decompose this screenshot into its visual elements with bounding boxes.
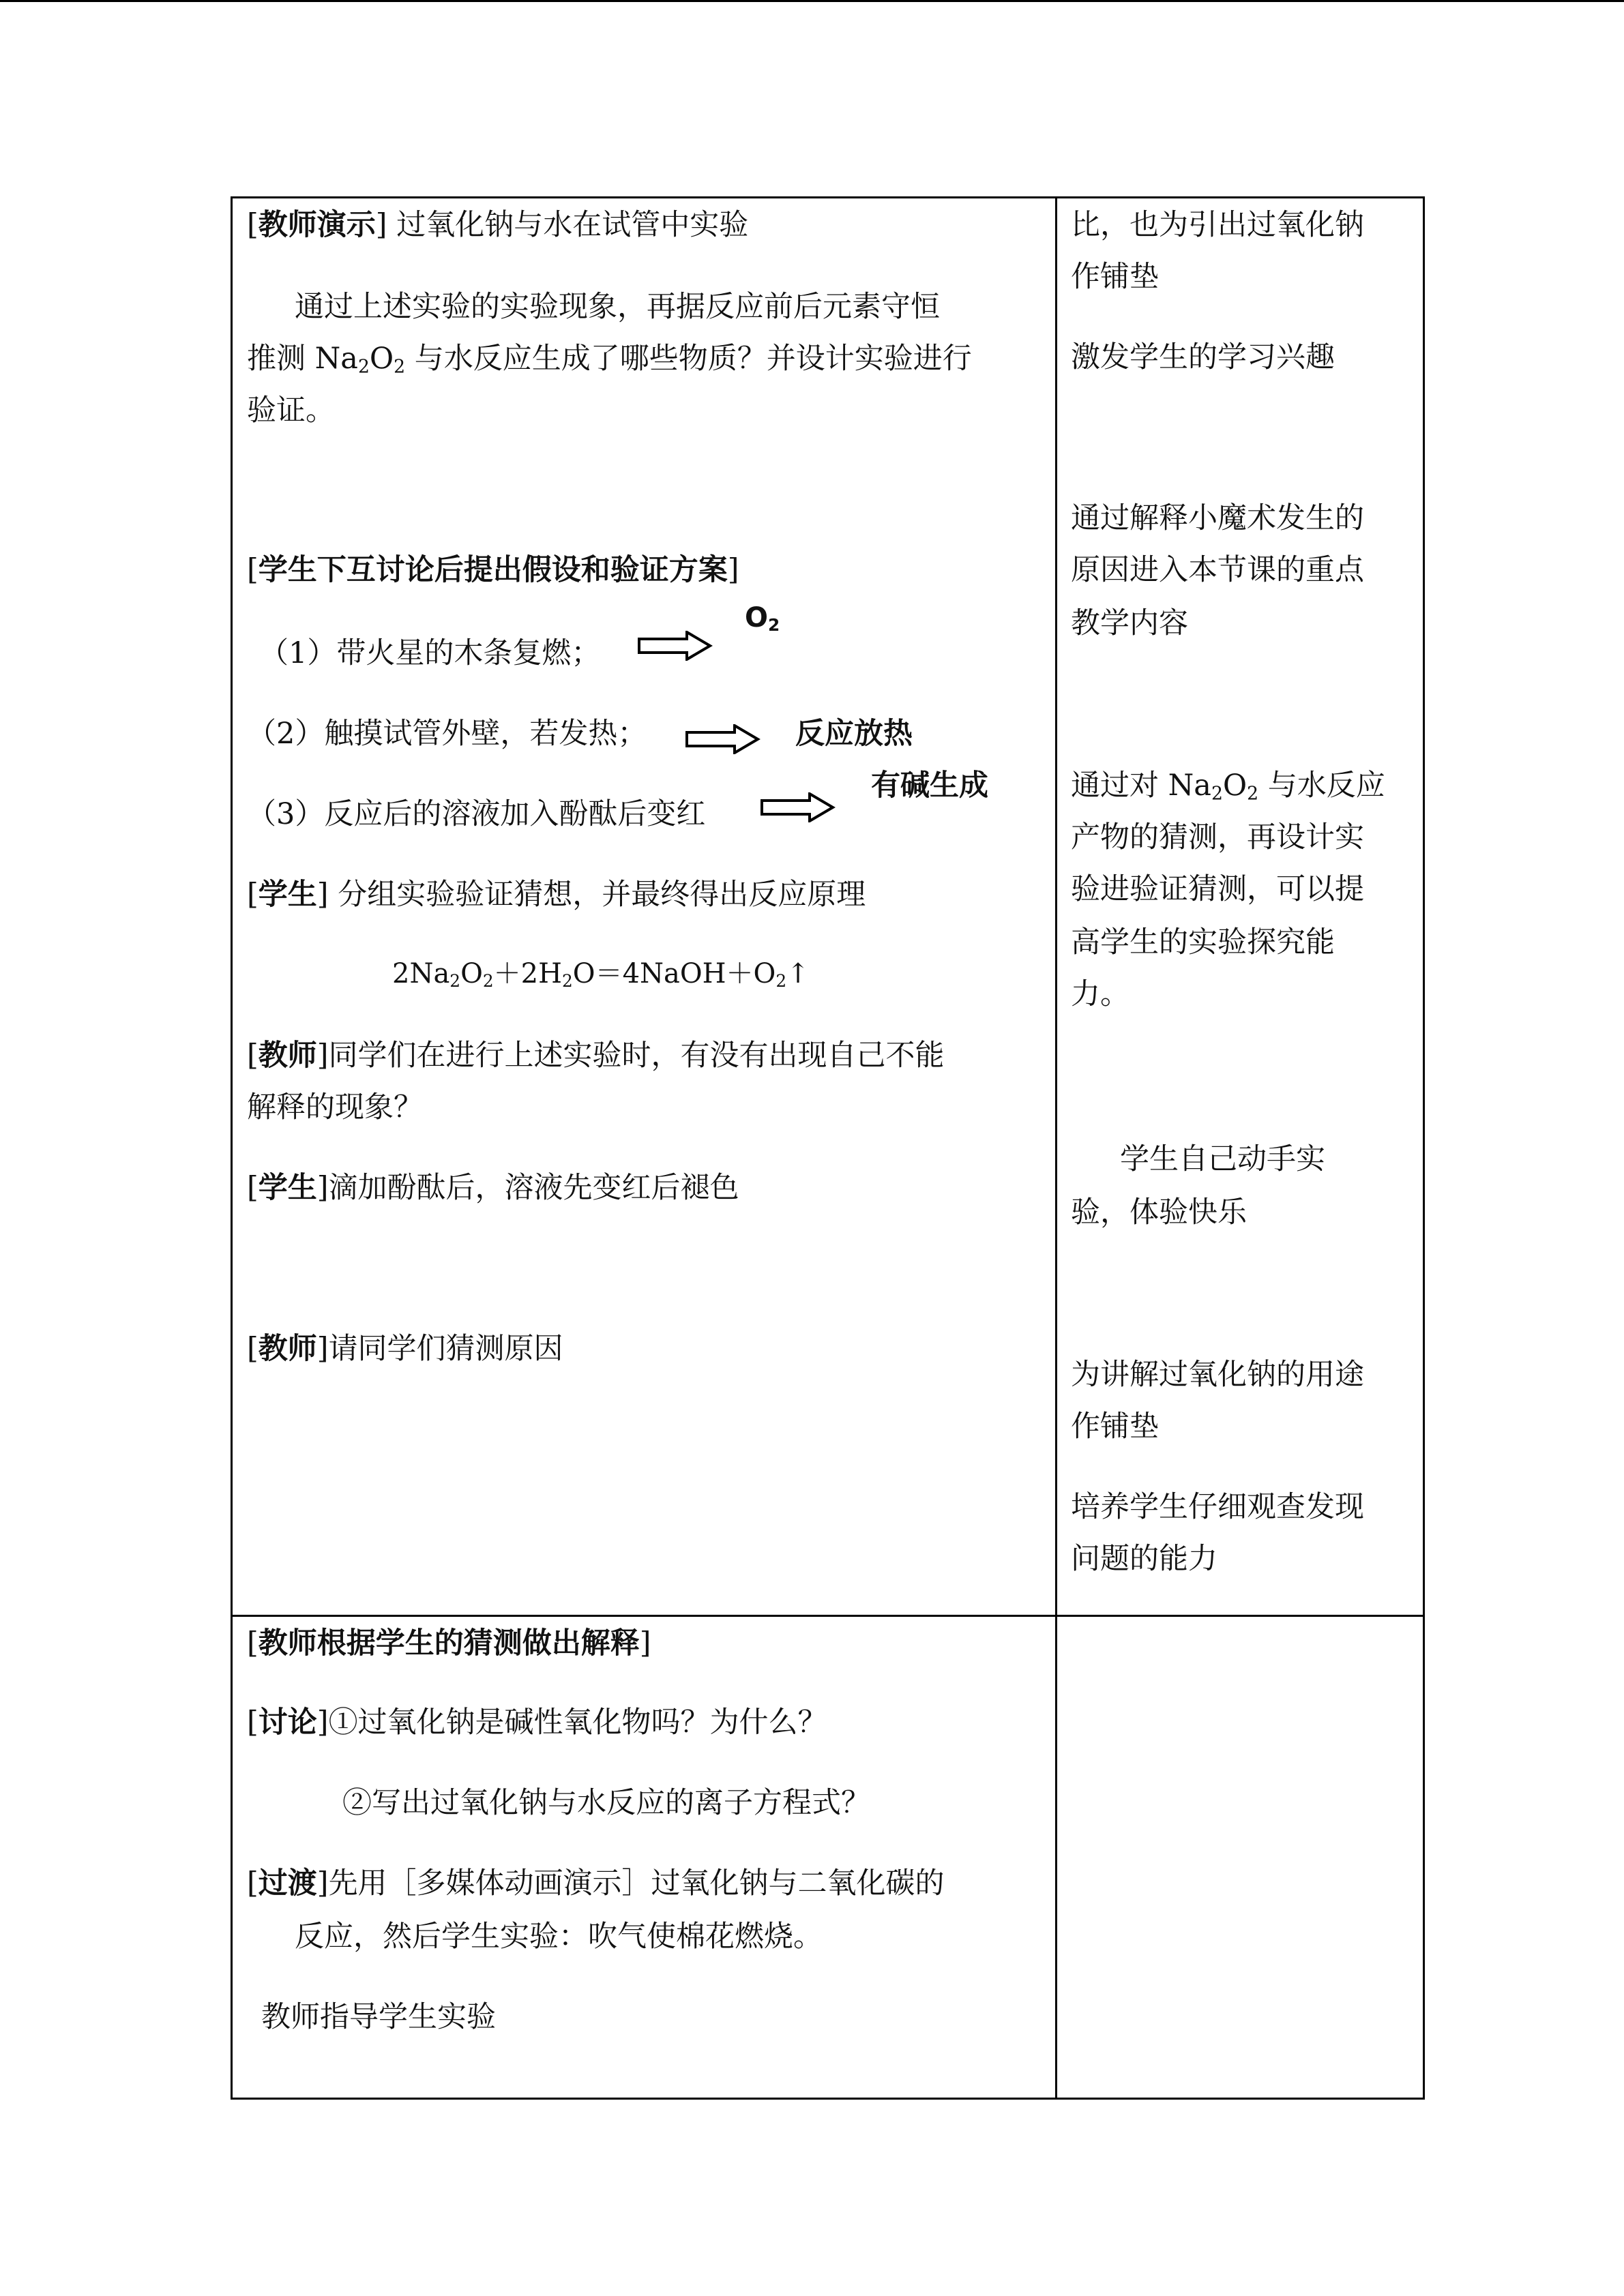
teacher-explain-text: 教师根据学生的猜测做出解释	[258, 1626, 640, 1660]
transition-line2: 反应，然后学生实验：吹气使棉花燃烧。	[295, 1920, 823, 1954]
reaction-equation	[392, 953, 810, 994]
para1-text-b: O	[369, 342, 394, 376]
transition-line1: [过渡]先用［多媒体动画演示］过氧化钠与二氧化碳的	[247, 1866, 945, 1900]
teacher-guess-text: 请同学们猜测原因	[328, 1332, 563, 1366]
note-r16: 培养学生仔细观查发现	[1071, 1490, 1364, 1524]
discussion-heading-text: 学生下互讨论后提出假设和验证方案	[258, 553, 728, 587]
discussion-q1: ①过氧化钠是碱性氧化物吗？为什么？	[328, 1705, 827, 1740]
student-observation-line: [学生]滴加酚酞后，溶液先变红后褪色	[247, 1171, 739, 1205]
teacher-question-line1: [教师]同学们在进行上述实验时，有没有出现自己不能	[247, 1039, 945, 1073]
o2-main: O	[745, 602, 769, 633]
eq-sub: 2	[562, 971, 573, 992]
note-r9: 验进验证猜测，可以提	[1071, 872, 1364, 906]
transition-tag: 过渡	[258, 1866, 317, 1900]
note-r7-a: 通过对 Na	[1071, 769, 1211, 803]
note-r8: 产物的猜测，再设计实	[1071, 820, 1364, 854]
teacher-explain-heading: [教师根据学生的猜测做出解释]	[247, 1626, 651, 1660]
note-r7	[1071, 765, 1385, 806]
teacher-demo-tag: 教师演示	[258, 208, 376, 242]
eq-sub: 2	[449, 971, 461, 992]
para1-line1: 通过上述实验的实验现象，再据反应前后元素守恒	[295, 290, 940, 324]
student-group-line: [学生] 分组实验验证猜想，并最终得出反应原理	[247, 878, 866, 912]
table-right-border	[1423, 196, 1425, 2100]
note-r14: 为讲解过氧化钠的用途	[1071, 1358, 1364, 1392]
page-top-border	[0, 0, 1624, 2]
eq-sub: 2	[776, 971, 787, 992]
teacher-guide: 教师指导学生实验	[261, 2000, 496, 2034]
teacher-question-line2: 解释的现象？	[247, 1090, 423, 1124]
o2-sub: 2	[768, 615, 780, 636]
note-r1: 比，也为引出过氧化钠	[1071, 208, 1364, 242]
note-r7-b: O	[1222, 769, 1247, 803]
para1-sub-a: 2	[357, 356, 370, 378]
arrow-right-icon	[761, 792, 836, 822]
table-top-border	[231, 196, 1425, 198]
student-tag: 学生	[258, 878, 317, 912]
o2-label	[745, 597, 780, 638]
hypothesis-2: （2）触摸试管外壁，若发热；	[247, 717, 647, 751]
discussion-heading: [学生下互讨论后提出假设和验证方案]	[247, 553, 739, 587]
discussion-tag: 讨论	[258, 1705, 317, 1740]
para1-sub-b: 2	[394, 356, 406, 378]
table-column-divider	[1055, 196, 1057, 2100]
note-r7-sub: 2	[1247, 783, 1259, 805]
note-r2: 作铺垫	[1071, 260, 1159, 294]
hypothesis-3: （3）反应后的溶液加入酚酞后变红	[247, 797, 706, 831]
note-r12: 学生自己动手实	[1120, 1142, 1325, 1176]
note-r7-sub: 2	[1211, 783, 1223, 805]
note-r13: 验，体验快乐	[1071, 1195, 1247, 1229]
eq-sub: 2	[482, 971, 494, 992]
note-r3: 激发学生的学习兴趣	[1071, 340, 1335, 374]
student-tag: 学生	[258, 1171, 317, 1205]
note-r6: 教学内容	[1071, 606, 1188, 640]
hypothesis-2-result: 反应放热	[795, 717, 913, 751]
teacher-question-text: 同学们在进行上述实验时，有没有出现自己不能	[328, 1039, 945, 1073]
para1-line3: 验证。	[247, 393, 335, 428]
teacher-tag: 教师	[258, 1332, 317, 1366]
eq-part: O	[460, 958, 483, 989]
note-r10: 高学生的实验探究能	[1071, 925, 1335, 959]
teacher-tag: 教师	[258, 1039, 317, 1073]
teacher-demo-text: 过氧化钠与水在试管中实验	[396, 208, 749, 242]
transition-text-a: 先用［多媒体动画演示］过氧化钠与二氧化碳的	[328, 1866, 945, 1900]
teacher-guess-line: [教师]请同学们猜测原因	[247, 1332, 563, 1366]
table-row-divider	[231, 1615, 1425, 1617]
eq-part: ↑	[786, 958, 810, 989]
student-group-text: 分组实验验证猜想，并最终得出反应原理	[338, 878, 866, 912]
hypothesis-1: （1）带火星的木条复燃；	[259, 636, 601, 670]
eq-part: O＝4NaOH＋O	[572, 958, 776, 989]
note-r17: 问题的能力	[1071, 1542, 1217, 1576]
note-r11: 力。	[1071, 977, 1130, 1011]
note-r4: 通过解释小魔术发生的	[1071, 501, 1364, 535]
student-observation-text: 滴加酚酞后，溶液先变红后褪色	[328, 1171, 739, 1205]
table-left-border	[231, 196, 233, 2100]
eq-part: ＋2H	[493, 958, 562, 989]
table-bottom-border	[231, 2098, 1425, 2100]
para1-text-c: 与水反应生成了哪些物质？并设计实验进行	[405, 342, 972, 376]
para1-text-a: 推测 Na	[247, 342, 358, 376]
discussion-q2: ②写出过氧化钠与水反应的离子方程式？	[342, 1786, 870, 1820]
note-r5: 原因进入本节课的重点	[1071, 553, 1364, 587]
eq-part: 2Na	[392, 958, 450, 989]
teacher-demo-line: [教师演示] 过氧化钠与水在试管中实验	[247, 208, 749, 242]
para1-line2	[247, 338, 972, 379]
hypothesis-3-result: 有碱生成	[871, 769, 988, 803]
note-r7-c: 与水反应	[1258, 769, 1385, 803]
arrow-right-icon	[685, 724, 761, 754]
note-r15: 作铺垫	[1071, 1410, 1159, 1444]
arrow-right-icon	[638, 631, 713, 661]
discussion-q1-line: [讨论]①过氧化钠是碱性氧化物吗？为什么？	[247, 1705, 827, 1740]
